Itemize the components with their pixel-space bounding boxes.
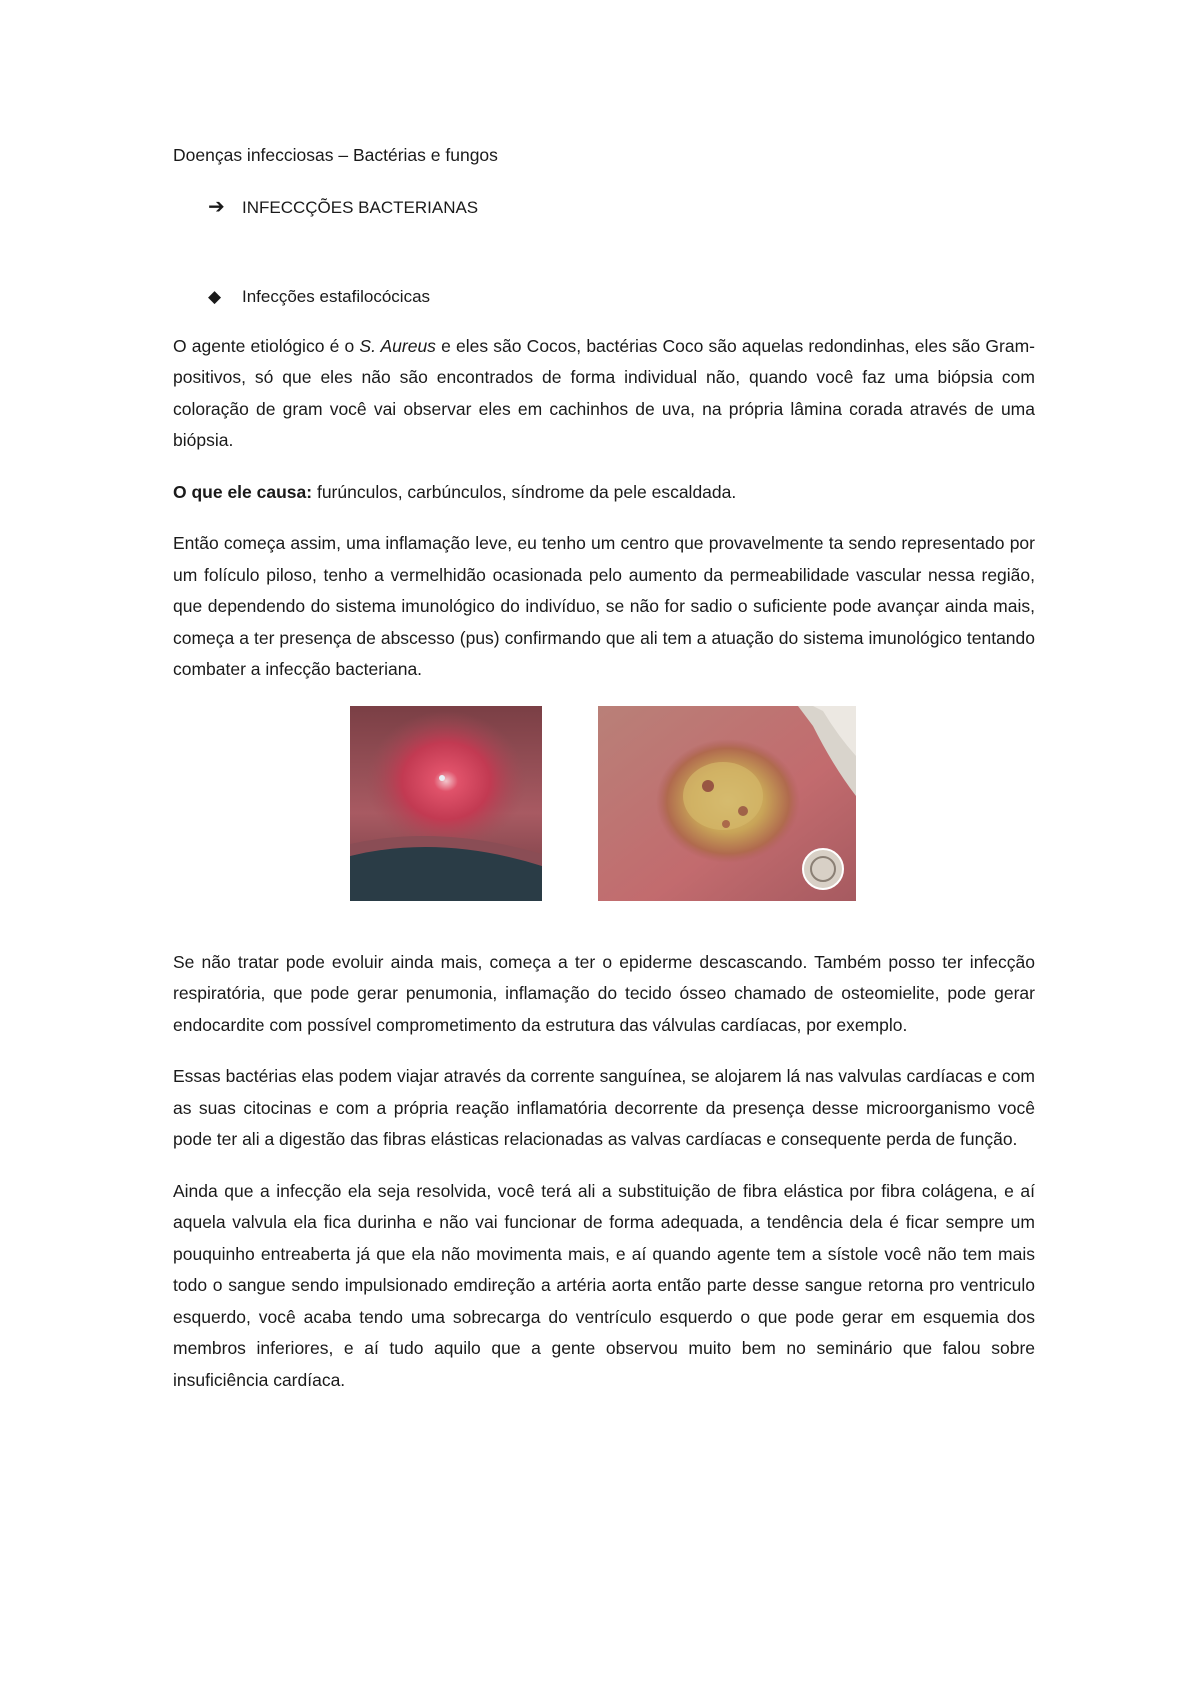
causes-text: furúnculos, carbúnculos, síndrome da pele escaldada. — [312, 481, 737, 502]
carbuncle-photo — [598, 706, 856, 901]
section-heading-row — [173, 192, 1035, 224]
paragraph-progression: Então começa assim, uma inflamação leve, eu tenho um centro que provavelmente ta sendo representado por um folículo piloso, tenho a vermelhidão ocasionada pelo aumento da permeabilidade vascular nessa região, que dependendo do sistema imunológico do indivíduo, se não for sadio o suficiente pode avançar ainda mais, começa a ter presença de abscesso (pus) confirmando que ali tem a atuação do sistema imunológico tentando combater a infecção bacteriana. — [173, 533, 1035, 679]
document-title: Doenças infecciosas – Bactérias e fungos — [173, 145, 498, 165]
paragraph-etiology-rest: e eles são Cocos, bactérias Coco são aquelas redondinhas, eles são Gram-positivos, só que eles não são encontrados de forma individual não, quando você faz uma biópsia com coloração de gram você vai observar eles em cachinhos de uva, na própria lâmina corada através de uma biópsia. — [173, 335, 1036, 450]
section-heading: INFECCÇÕES BACTERIANAS — [242, 197, 479, 217]
paragraph-bloodstream: Essas bactérias elas podem viajar através da corrente sanguínea, se alojarem lá nas valvulas cardíacas e com as suas citocinas e com a própria reação inflamatória decorrente da presença desse microorganismo você pode ter ali a digestão das fibras elásticas relacionadas as valvas cardíacas e consequente perda de função. — [173, 1066, 1035, 1149]
subsection-heading-row — [173, 281, 1035, 313]
paragraph-complications: Se não tratar pode evoluir ainda mais, começa a ter o epiderme descascando. Também posso ter infecção respiratória, que pode gerar penumonia, inflamação do tecido ósseo chamado de osteomielite, pode gerar endocardite com possível comprometimento da estrutura das válvulas cardíacas, por exemplo. — [173, 951, 1035, 1035]
diamond-icon: ◆ — [208, 286, 222, 306]
figures-row — [173, 706, 1035, 919]
paragraph-causes — [173, 477, 1035, 509]
subsection-heading: Infecções estafilocócicas — [242, 287, 431, 306]
paragraph-etiology — [173, 331, 1035, 457]
boil-photo — [350, 706, 542, 901]
document-page — [173, 140, 1035, 1416]
paragraph-etiology-start: O agente etiológico é o — [173, 335, 360, 356]
right-arrow-icon: ➔ — [208, 196, 225, 219]
paragraph-valve-damage: Ainda que a infecção ela seja resolvida, você terá ali a substituição de fibra elástica por fibra colágena, e aí aquela valvula ela fica durinha e não vai funcionar de forma adequada, a tendência dela é ficar sempre um pouquinho entreaberta já que ela não movimenta mais, e aí quando agente tem a sístole você não tem mais todo o sangue sendo impulsionado emdireção a artéria aorta então parte desse sangue retorna pro ventriculo esquerdo, você acaba tendo uma sobrecarga do ventrículo esquerdo o que pode gerar em esquemia dos membros inferiores, e aí tudo aquilo que a gente observou muito bem no seminário que falou sobre insuficiência cardíaca. — [173, 1180, 1035, 1390]
causes-label: O que ele causa: — [173, 481, 313, 502]
organism-name: S. Aureus — [359, 335, 436, 356]
